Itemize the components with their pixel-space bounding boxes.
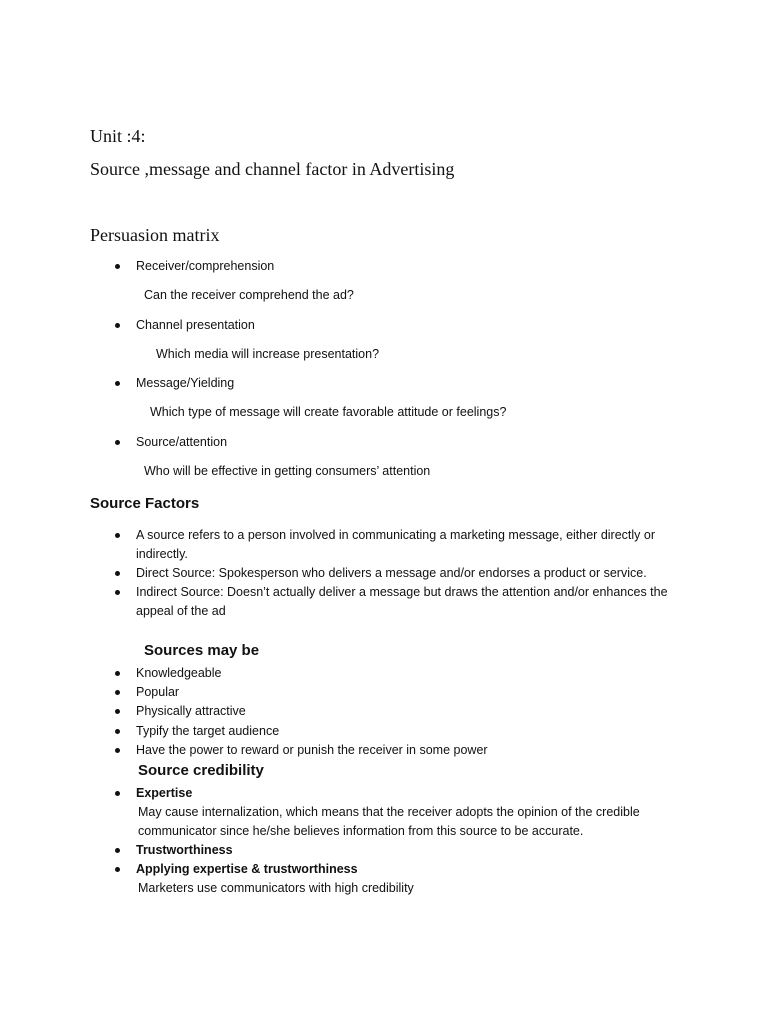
- source-factors-heading: Source Factors: [90, 495, 200, 512]
- source-trait: Have the power to reward or punish the receiver in some power: [136, 743, 488, 757]
- bullet: [115, 323, 120, 328]
- unit-title: Unit :4:: [90, 126, 146, 146]
- bullet: [115, 867, 120, 872]
- bullet: [115, 571, 120, 576]
- sources-may-be-heading: Sources may be: [144, 642, 260, 659]
- credibility-expertise-desc: May cause internalization, which means that the receiver adopts the opinion of the credible: [138, 805, 640, 819]
- source-factor-line: indirectly.: [136, 547, 188, 561]
- persuasion-item-label: Source/attention: [136, 435, 228, 449]
- bullet: [115, 381, 120, 386]
- bullet: [115, 440, 120, 445]
- source-factor-line: appeal of the ad: [136, 604, 226, 618]
- persuasion-item-label: Message/Yielding: [136, 376, 235, 390]
- persuasion-item-label: Channel presentation: [136, 318, 255, 332]
- credibility-expertise-desc: communicator since he/she believes information from this source to be accurate.: [138, 824, 584, 838]
- persuasion-item-desc: Can the receiver comprehend the ad?: [144, 288, 354, 302]
- source-trait: Popular: [136, 685, 180, 699]
- bullet: [115, 590, 120, 595]
- source-trait: Physically attractive: [136, 704, 246, 718]
- credibility-applying-label: Applying expertise & trustworthiness: [136, 862, 358, 876]
- source-factor-line: Indirect Source: Doesn’t actually deliver a message but draws the attention and/or enhances the: [136, 585, 668, 599]
- bullet: [115, 533, 120, 538]
- source-factor-line: Direct Source: Spokesperson who delivers a message and/or endorses a product or service.: [136, 566, 647, 580]
- source-factor-line: A source refers to a person involved in communicating a marketing message, either directly or: [136, 528, 655, 542]
- bullet: [115, 729, 120, 734]
- bullet: [115, 848, 120, 853]
- source-trait: Typify the target audience: [136, 724, 280, 738]
- persuasion-item-desc: Which type of message will create favorable attitude or feelings?: [150, 405, 507, 419]
- persuasion-item-desc: Who will be effective in getting consumers’ attention: [144, 464, 431, 478]
- persuasion-heading: Persuasion matrix: [90, 225, 220, 245]
- credibility-applying-desc: Marketers use communicators with high credibility: [138, 881, 414, 895]
- credibility-expertise-label: Expertise: [136, 786, 193, 800]
- bullet: [115, 791, 120, 796]
- bullet: [115, 671, 120, 676]
- bullet: [115, 709, 120, 714]
- source-trait: Knowledgeable: [136, 666, 222, 680]
- persuasion-item-desc: Which media will increase presentation?: [156, 347, 380, 361]
- source-credibility-heading: Source credibility: [138, 762, 264, 779]
- persuasion-item-label: Receiver/comprehension: [136, 259, 275, 273]
- page-subtitle: Source ,message and channel factor in Advertising: [90, 159, 455, 179]
- bullet: [115, 748, 120, 753]
- bullet: [115, 264, 120, 269]
- bullet: [115, 690, 120, 695]
- credibility-trust-label: Trustworthiness: [136, 843, 233, 857]
